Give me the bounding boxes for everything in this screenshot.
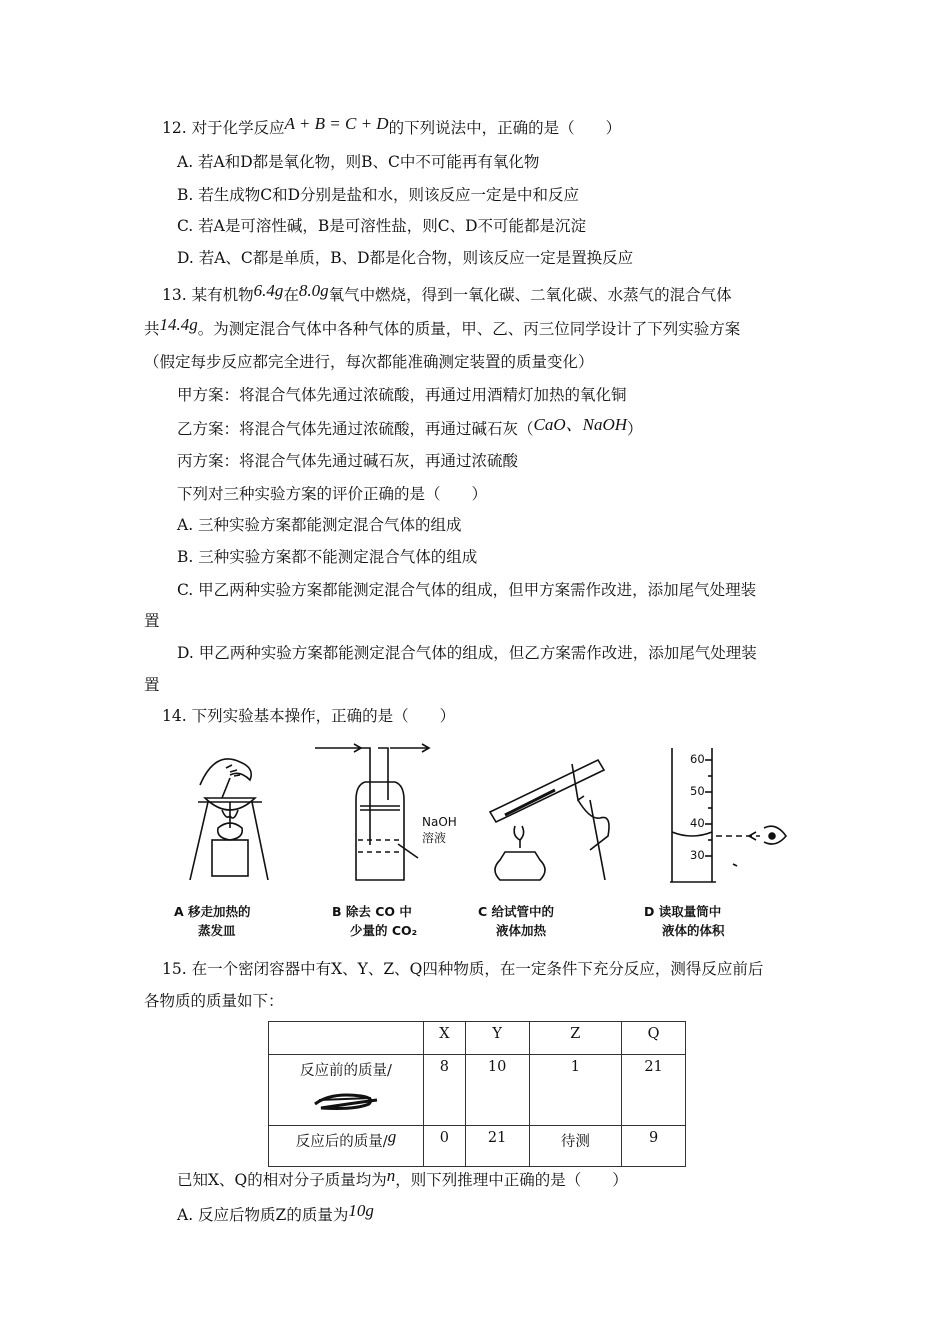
table-cell: 1 [529, 1055, 622, 1126]
q13-plan-c: 丙方案：将混合气体先通过碱石灰，再通过浓硫酸 [177, 452, 519, 470]
table-cell: 21 [622, 1055, 686, 1126]
lab-operations-figure [160, 740, 820, 950]
q12-equation: A + B = C + D [284, 114, 389, 133]
cylinder-tick-50: 50 [690, 784, 705, 798]
q13-option-d-cont: 置 [144, 676, 160, 694]
table-row [269, 1055, 686, 1126]
q15-option-a: A. 反应后物质Z的质量为10g [177, 1201, 374, 1224]
caption-b: B 除去 CO 中 少量的 CO₂ [332, 904, 418, 938]
table-cell: 8 [424, 1055, 466, 1126]
q14-stem: 14. 下列实验基本操作，正确的是（ ） [162, 707, 456, 725]
table-header-row [269, 1022, 686, 1055]
row-label-after: 反应后的质量/g [269, 1126, 424, 1167]
table-header-cell: Y [465, 1022, 529, 1055]
table-header-cell: Z [529, 1022, 622, 1055]
caption-d: D 读取量筒中 液体的体积 [644, 904, 725, 938]
q12-option-c: C. 若A是可溶性碱，B是可溶性盐，则C、D不可能都是沉淀 [177, 217, 587, 235]
q15-line1: 15. 在一个密闭容器中有X、Y、Z、Q四种物质，在一定条件下充分反应，测得反应前后 [162, 960, 764, 978]
q15-line2: 各物质的质量如下： [144, 992, 284, 1010]
q13-option-b: B. 三种实验方案都不能测定混合气体的组成 [177, 548, 478, 566]
cylinder-tick-60: 60 [690, 752, 705, 766]
naoh-solution-label: NaOH 溶液 [422, 815, 457, 845]
q13-option-a: A. 三种实验方案都能测定混合气体的组成 [177, 516, 462, 534]
cylinder-tick-30: 30 [690, 848, 705, 862]
unit-g-scribble-icon [311, 1090, 381, 1112]
q15-after-table: 已知X、Q的相对分子质量均为n，则下列推理中正确的是（ ） [177, 1166, 628, 1189]
row-label-before: 反应前的质量/ [269, 1055, 424, 1126]
gas-washing-bottle-icon [315, 744, 429, 880]
q13-option-c-cont: 置 [144, 612, 160, 630]
evaporating-dish-icon [190, 759, 268, 880]
caption-c: C 给试管中的 液体加热 [478, 904, 555, 938]
q12-stem: 12. 对于化学反应A + B = C + D的下列说法中，正确的是（ ） [162, 114, 622, 137]
table-cell: 10 [465, 1055, 529, 1126]
table-cell: 0 [424, 1126, 466, 1167]
table-cell: 待测 [529, 1126, 622, 1167]
q13-line3: （假定每步反应都完全进行，每次都能准确测定装置的质量变化） [144, 353, 594, 371]
table-header-cell [269, 1022, 424, 1055]
q12-option-b: B. 若生成物C和D分别是盐和水，则该反应一定是中和反应 [177, 186, 580, 204]
q13-line2: 共14.4g。为测定混合气体中各种气体的质量，甲、乙、丙三位同学设计了下列实验方案 [144, 315, 741, 338]
cylinder-tick-40: 40 [690, 816, 705, 830]
q12-option-a: A. 若A和D都是氧化物，则B、C中不可能再有氧化物 [177, 153, 540, 171]
q13-plan-b: 乙方案：将混合气体先通过浓硫酸，再通过碱石灰（CaO、NaOH） [177, 415, 643, 438]
alcohol-lamp-heating-icon [490, 760, 609, 880]
table-cell: 9 [622, 1126, 686, 1167]
table-cell: 21 [465, 1126, 529, 1167]
measuring-cylinder-icon [670, 748, 786, 882]
q13-ask: 下列对三种实验方案的评价正确的是（ ） [177, 485, 488, 503]
table-header-cell: Q [622, 1022, 686, 1055]
table-row [269, 1126, 686, 1167]
mass-table [268, 1021, 686, 1167]
q13-option-d: D. 甲乙两种实验方案都能测定混合气体的组成，但乙方案需作改进，添加尾气处理装 [177, 644, 757, 662]
table-header-cell: X [424, 1022, 466, 1055]
q12-option-d: D. 若A、C都是单质，B、D都是化合物，则该反应一定是置换反应 [177, 249, 634, 267]
q13-plan-a: 甲方案：将混合气体先通过浓硫酸，再通过用酒精灯加热的氧化铜 [177, 386, 627, 404]
q13-option-c: C. 甲乙两种实验方案都能测定混合气体的组成，但甲方案需作改进，添加尾气处理装 [177, 581, 757, 599]
caption-a: A 移走加热的 蒸发皿 [174, 904, 251, 938]
lab-apparatus-drawings [160, 740, 820, 890]
q13-line1: 13. 某有机物6.4g在8.0g氧气中燃烧，得到一氧化碳、二氧化碳、水蒸气的混合气体 [162, 281, 732, 304]
